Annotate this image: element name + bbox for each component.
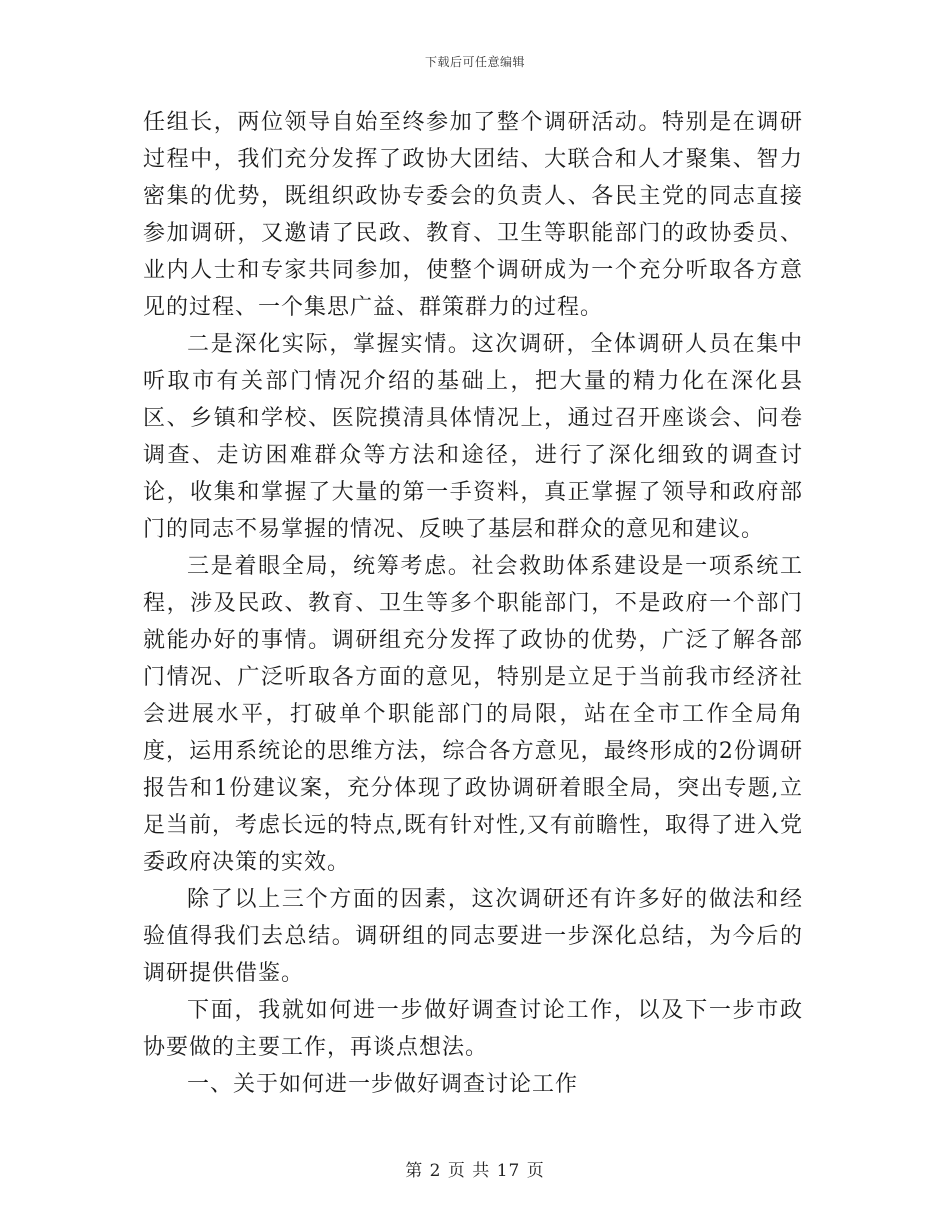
paragraph-continuation: 任组长，两位领导自始至终参加了整个调研活动。特别是在调研过程中，我们充分发挥了政协大团结、大联合和人才聚集、智力密集的优势，既组织政协专委会的负责人、各民主党的同志直接参加调研，又邀请了民政、教育、卫生等职能部门的政协委员、业内人士和专家共同参加，使整个调研成为一个充分听取各方意见的过程、一个集思广益、群策群力的过程。 — [143, 110, 803, 320]
document-body — [143, 104, 803, 1103]
page-header: 下载后可任意编辑 — [424, 55, 525, 69]
paragraph-transition: 下面，我就如何进一步做好调查讨论工作，以及下一步市政协要做的主要工作，再谈点想法。 — [143, 998, 803, 1060]
paragraph-point-three: 三是着眼全局，统筹考虑。社会救助体系建设是一项系统工程，涉及民政、教育、卫生等多个职能部门，不是政府一个部门就能办好的事情。调研组充分发挥了政协的优势，广泛了解各部门情况、广泛听取各方面的意见，特别是立足于当前我市经济社会进展水平，打破单个职能部门的局限，站在全市工作全局角度，运用系统论的思维方法，综合各方意见，最终形成的2份调研报告和1份建议案，充分体现了政协调研着眼全局，突出专题,立足当前，考虑长远的特点,既有针对性,又有前瞻性，取得了进入党委政府决策的实效。 — [143, 554, 803, 875]
section-heading: 一、关于如何进一步做好调查讨论工作 — [187, 1072, 579, 1097]
page-footer-number: 第 2 页 共 17 页 — [405, 1161, 545, 1181]
paragraph-summary: 除了以上三个方面的因素，这次调研还有许多好的做法和经验值得我们去总结。调研组的同志要进一步深化总结，为今后的调研提供借鉴。 — [143, 887, 803, 986]
paragraph-point-two: 二是深化实际，掌握实情。这次调研，全体调研人员在集中听取市有关部门情况介绍的基础上，把大量的精力化在深化县区、乡镇和学校、医院摸清具体情况上，通过召开座谈会、问卷调查、走访困难群众等方法和途径，进行了深化细致的调查讨论，收集和掌握了大量的第一手资料，真正掌握了领导和政府部门的同志不易掌握的情况、反映了基层和群众的意见和建议。 — [143, 332, 803, 542]
